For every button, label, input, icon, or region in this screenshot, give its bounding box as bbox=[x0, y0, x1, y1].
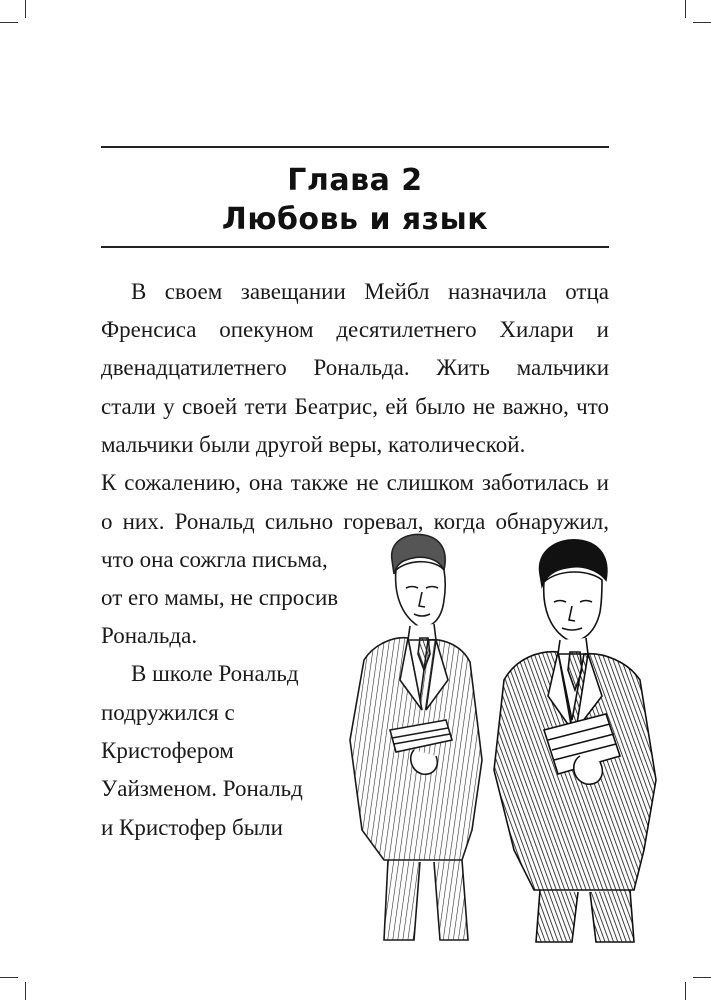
text-line: Рональда. bbox=[101, 623, 198, 648]
crop-mark-top-left-h bbox=[0, 22, 18, 23]
header-rule-top bbox=[101, 146, 609, 148]
text-line: К сожалению, она также не слишком заботилась и bbox=[101, 470, 609, 495]
text-line: двенадцатилетнего Рональда. Жить мальчики bbox=[101, 355, 609, 380]
crop-mark-bottom-right-h bbox=[693, 977, 711, 978]
text-line: о них. Рональд сильно горевал, когда обнаружил, bbox=[101, 509, 609, 534]
text-line: Френсиса опекуном десятилетнего Хилари и bbox=[101, 317, 609, 342]
crop-mark-top-right bbox=[685, 0, 686, 18]
crop-mark-bottom-right bbox=[685, 982, 686, 1000]
text-line: что она сожгла письма, bbox=[101, 547, 328, 572]
text-line: мальчики были другой веры, католической. bbox=[101, 432, 526, 457]
text-line: В своем завещании Мейбл назначила отца bbox=[131, 279, 609, 304]
header-rule-bottom bbox=[101, 246, 609, 248]
text-line: Кристофером bbox=[101, 738, 234, 763]
text-line: подружился с bbox=[101, 700, 235, 725]
text-line: В школе Рональд bbox=[131, 661, 299, 686]
text-line: Уайзменом. Рональд bbox=[101, 776, 303, 801]
crop-mark-bottom-left bbox=[25, 982, 26, 1000]
crop-mark-bottom-left-h bbox=[0, 977, 18, 978]
chapter-number: Глава 2 bbox=[287, 163, 423, 198]
text-line: и Кристофер были bbox=[101, 815, 283, 840]
illustration-two-boys bbox=[344, 530, 662, 945]
crop-mark-top-right-h bbox=[693, 22, 711, 23]
text-line: стали у своей тети Беатрис, ей было не важно, что bbox=[101, 394, 609, 419]
chapter-title: Любовь и язык bbox=[221, 202, 489, 237]
text-line: от его мамы, не спросив bbox=[101, 585, 339, 610]
figure-left bbox=[350, 534, 482, 940]
crop-mark-top-left bbox=[25, 0, 26, 18]
figure-right bbox=[494, 540, 656, 942]
